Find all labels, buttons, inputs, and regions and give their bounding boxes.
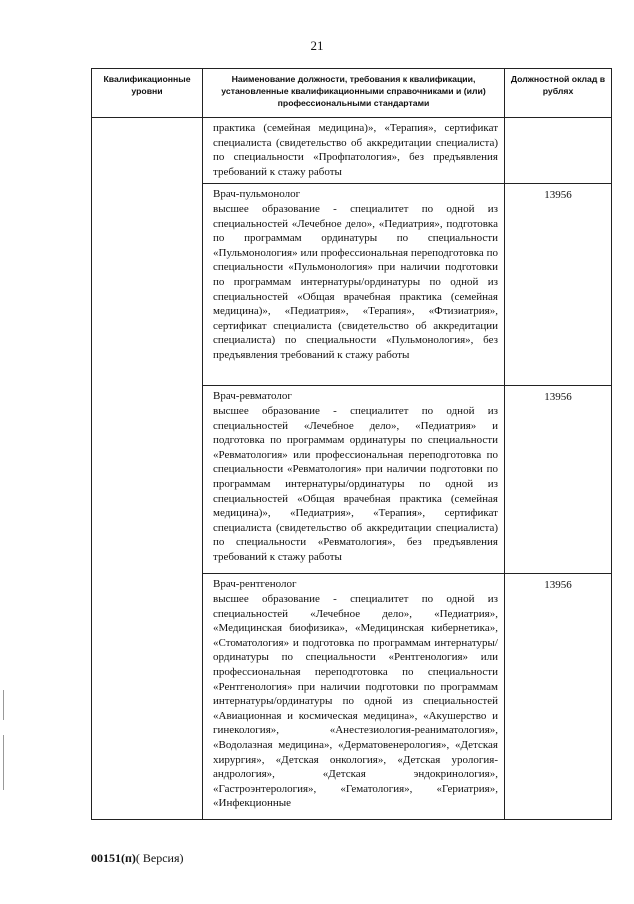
header-position-name: Наименование должности, требования к квалификации, установленные квалификационными справочниками и (или) профессиональными стандартами — [203, 69, 505, 118]
document-version: ( Версия) — [135, 851, 184, 865]
position-requirements: высшее образование - специалитет по одной из специальностей «Лечебное дело», «Педиатрия», подготовка по программам ординатуры по специальности «Пульмонология» или профессиональная переподготовка по специальности «Пульмонология» при наличии подготовки по программам интернатуры/ординатуры по одной из специальностей «Общая врачебная практика (семейная медицина)», «Педиатрия», «Терапия», «Фтизиатрия», сертификат специалиста (свидетельство об аккредитации специалиста) по специальности «Пульмонология», без предъявления требований к стажу работы — [213, 202, 498, 361]
scan-edge-mark — [3, 735, 4, 790]
qualification-level-cell — [92, 118, 203, 820]
table-header-row — [92, 69, 612, 118]
position-title: Врач-рентгенолог — [213, 578, 297, 591]
page-number: 21 — [310, 38, 324, 53]
position-description — [203, 386, 505, 574]
position-description — [203, 118, 505, 184]
position-title: Врач-ревматолог — [213, 390, 292, 403]
table-row — [92, 118, 612, 184]
document-code: 00151(п) — [91, 851, 136, 865]
salary-cell: 13956 — [505, 184, 612, 386]
salary-cell: 13956 — [505, 574, 612, 820]
header-salary: Должностной оклад в рублях — [505, 69, 612, 118]
position-requirements: высшее образование - специалитет по одной из специальностей «Лечебное дело», «Педиатрия» и подготовка по программам ординатуры по специальности «Ревматология» или профессиональная переподготовка по специальности «Ревматология» при наличии подготовки по программам интернатуры/ординатуры по одной из специальностей «Общая врачебная практика (семейная медицина)», «Педиатрия», «Терапия», сертификат специалиста (свидетельство об аккредитации специалиста) по специальности «Ревматология», без предъявления требований к стажу работы — [213, 404, 498, 563]
salary-cell: 13956 — [505, 386, 612, 574]
position-title: Врач-пульмонолог — [213, 188, 301, 201]
document-footer — [91, 851, 184, 866]
qualification-table — [91, 68, 612, 820]
header-qualification-levels: Квалификационные уровни — [92, 69, 203, 118]
position-requirements: практика (семейная медицина)», «Терапия», сертификат специалиста (свидетельство об аккредитации специалиста) по специальности «Профпатология», без предъявления требований к стажу работы — [213, 122, 498, 178]
salary-cell — [505, 118, 612, 184]
position-requirements: высшее образование - специалитет по одной из специальностей «Лечебное дело», «Педиатрия», «Медицинская биофизика», «Медицинская кибернетика», «Стоматология» и подготовка по программам интернатуры/ординатуры по специальности «Рентгенология» или профессиональная переподготовка по специальности «Рентгенология» при наличии подготовки по программам интернатуры/ординатуры по одной из специальностей «Авиационная и космическая медицина», «Акушерство и гинекология», «Анестезиология-реаниматология», «Водолазная медицина», «Дерматовенерология», «Детская хирургия», «Детская онкология», «Детская урология-андрология», «Детская эндокринология», «Гастроэнтерология», «Гематология», «Гериатрия», «Инфекционные — [213, 592, 498, 810]
scan-edge-mark — [3, 690, 4, 720]
position-description — [203, 574, 505, 820]
position-description — [203, 184, 505, 386]
